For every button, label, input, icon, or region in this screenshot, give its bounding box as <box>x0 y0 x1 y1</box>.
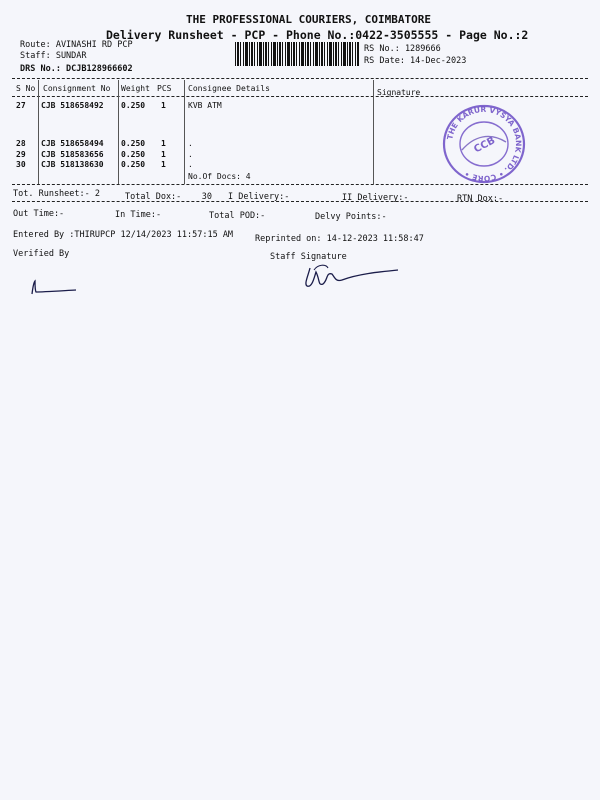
table-row-weight: 0.250 <box>121 160 146 169</box>
bank-stamp <box>440 102 528 186</box>
table-row-details: . <box>188 160 193 169</box>
table-row-weight: 0.250 <box>121 101 146 110</box>
header-pcs: PCS <box>157 84 172 93</box>
company-name: THE PROFESSIONAL COURIERS, COIMBATORE <box>186 13 432 26</box>
no-of-docs: No.Of Docs: 4 <box>188 172 251 181</box>
header-weight: Weight <box>121 84 150 93</box>
total-dox: Total Dox:- 30 <box>125 192 212 202</box>
table-row-details: . <box>188 139 193 148</box>
drs-number: DRS No.: DCJB128966602 <box>20 64 133 74</box>
verified-by-label: Verified By <box>13 249 70 259</box>
table-row-details: . <box>188 150 193 159</box>
in-time: In Time:- <box>115 210 162 220</box>
total-pod: Total POD:- <box>209 211 266 221</box>
table-row-consignment: CJB 518658494 <box>41 139 104 148</box>
route-label: Route: AVINASHI RD PCP <box>20 40 133 50</box>
verified-signature <box>28 278 80 298</box>
col-divider <box>373 80 374 184</box>
table-row-weight: 0.250 <box>121 150 146 159</box>
rs-date: RS Date: 14-Dec-2023 <box>364 56 467 66</box>
entered-by: Entered By :THIRUPCP 12/14/2023 11:57:15 AM <box>13 230 234 240</box>
rs-number: RS No.: 1289666 <box>364 44 441 54</box>
header-sno: S No <box>16 84 36 93</box>
col-divider <box>184 80 185 184</box>
delvy-points: Delvy Points:- <box>315 212 387 222</box>
table-row-details: KVB ATM <box>188 101 222 110</box>
out-time: Out Time:- <box>13 209 65 219</box>
table-row-sno: 30 <box>16 160 26 169</box>
staff-signature-label: Staff Signature <box>270 252 347 262</box>
header-consignee: Consignee Details <box>188 84 270 93</box>
table-row-pcs: 1 <box>161 150 166 159</box>
rtn-dox: RTN Dox:- <box>457 194 504 204</box>
table-header-rule <box>12 96 588 97</box>
table-top-rule <box>12 78 588 79</box>
table-row-consignment: CJB 518583656 <box>41 150 104 159</box>
header-consignment: Consignment No <box>43 84 111 93</box>
col-divider <box>118 80 119 184</box>
barcode <box>235 42 359 66</box>
totals-rule <box>12 201 588 202</box>
total-runsheet: Tot. Runsheet:- 2 <box>13 189 100 199</box>
table-row-pcs: 1 <box>161 160 166 169</box>
ii-delivery: II Delivery:- <box>342 193 409 203</box>
table-row-sno: 27 <box>16 101 26 110</box>
table-row-consignment: CJB 518138630 <box>41 160 104 169</box>
header-signature: Signature <box>377 88 421 97</box>
table-row-pcs: 1 <box>161 101 166 110</box>
staff-signature <box>298 258 400 292</box>
table-row-sno: 29 <box>16 150 26 159</box>
i-delivery: I Delivery:- <box>228 192 290 202</box>
staff-label: Staff: SUNDAR <box>20 51 87 61</box>
table-row-consignment: CJB 518658492 <box>41 101 104 110</box>
table-row-sno: 28 <box>16 139 26 148</box>
reprinted-on: Reprinted on: 14-12-2023 11:58:47 <box>255 234 424 244</box>
col-divider <box>38 80 39 184</box>
table-row-pcs: 1 <box>161 139 166 148</box>
stamp-center-text: CCB <box>472 135 498 156</box>
stamp-ring-text: THE KARUR VYSYA BANK LTD. • CORE • <box>445 104 524 184</box>
table-row-weight: 0.250 <box>121 139 146 148</box>
runsheet-subtitle: Delivery Runsheet - PCP - Phone No.:0422-3505555 - Page No.:2 <box>106 28 529 42</box>
